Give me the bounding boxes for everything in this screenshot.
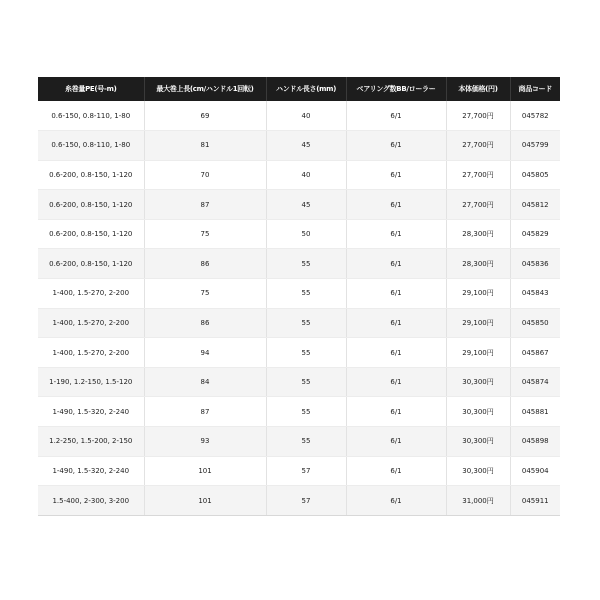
- cell-price: 27,700円: [446, 190, 510, 220]
- cell-product-code: 045799: [510, 131, 560, 161]
- cell-price: 28,300円: [446, 249, 510, 279]
- cell-handle-length: 40: [266, 101, 346, 131]
- cell-bearings: 6/1: [346, 486, 446, 516]
- header-price: 本体価格(円): [446, 77, 510, 101]
- cell-handle-length: 57: [266, 456, 346, 486]
- cell-product-code: 045782: [510, 101, 560, 131]
- cell-line-capacity: 0.6-150, 0.8-110, 1-80: [38, 131, 144, 161]
- cell-price: 30,300円: [446, 456, 510, 486]
- cell-line-capacity: 1.5-400, 2-300, 3-200: [38, 486, 144, 516]
- cell-product-code: 045836: [510, 249, 560, 279]
- cell-max-retrieve: 75: [144, 219, 266, 249]
- cell-handle-length: 45: [266, 131, 346, 161]
- cell-line-capacity: 1-190, 1.2-150, 1.5-120: [38, 367, 144, 397]
- cell-line-capacity: 0.6-150, 0.8-110, 1-80: [38, 101, 144, 131]
- cell-line-capacity: 1.2-250, 1.5-200, 2-150: [38, 427, 144, 457]
- table-row: [38, 308, 560, 338]
- cell-handle-length: 55: [266, 427, 346, 457]
- cell-bearings: 6/1: [346, 427, 446, 457]
- header-max-retrieve: 最大巻上長(cm/ハンドル1回転): [144, 77, 266, 101]
- table-row: [38, 338, 560, 368]
- header-line-capacity: 糸巻量PE(号-m): [64, 85, 117, 93]
- cell-price: 30,300円: [446, 397, 510, 427]
- cell-bearings: 6/1: [346, 456, 446, 486]
- cell-handle-length: 57: [266, 486, 346, 516]
- cell-max-retrieve: 84: [144, 367, 266, 397]
- cell-product-code: 045904: [510, 456, 560, 486]
- cell-handle-length: 40: [266, 160, 346, 190]
- table-row: [38, 219, 560, 249]
- cell-max-retrieve: 101: [144, 486, 266, 516]
- cell-product-code: 045843: [510, 279, 560, 309]
- cell-line-capacity: 1-400, 1.5-270, 2-200: [38, 338, 144, 368]
- cell-price: 29,100円: [446, 279, 510, 309]
- cell-price: 29,100円: [446, 338, 510, 368]
- spec-table: [38, 77, 560, 516]
- cell-product-code: 045850: [510, 308, 560, 338]
- cell-price: 28,300円: [446, 219, 510, 249]
- header-bearings: ベアリング数BB/ローラー: [346, 77, 446, 101]
- cell-max-retrieve: 86: [144, 249, 266, 279]
- cell-bearings: 6/1: [346, 131, 446, 161]
- cell-handle-length: 55: [266, 308, 346, 338]
- cell-handle-length: 50: [266, 219, 346, 249]
- cell-product-code: 045881: [510, 397, 560, 427]
- cell-max-retrieve: 94: [144, 338, 266, 368]
- cell-max-retrieve: 93: [144, 427, 266, 457]
- header-row: [38, 77, 560, 101]
- cell-max-retrieve: 81: [144, 131, 266, 161]
- table-row: [38, 279, 560, 309]
- cell-handle-length: 55: [266, 397, 346, 427]
- table-row: [38, 249, 560, 279]
- cell-line-capacity: 1-490, 1.5-320, 2-240: [38, 397, 144, 427]
- cell-bearings: 6/1: [346, 219, 446, 249]
- cell-line-capacity: 1-400, 1.5-270, 2-200: [38, 279, 144, 309]
- header-handle-length: ハンドル長さ(mm): [266, 77, 346, 101]
- cell-product-code: 045867: [510, 338, 560, 368]
- cell-handle-length: 45: [266, 190, 346, 220]
- table-row: [38, 131, 560, 161]
- cell-product-code: 045805: [510, 160, 560, 190]
- cell-max-retrieve: 101: [144, 456, 266, 486]
- table-row: [38, 367, 560, 397]
- cell-product-code: 045898: [510, 427, 560, 457]
- cell-bearings: 6/1: [346, 397, 446, 427]
- table-row: [38, 101, 560, 131]
- cell-line-capacity: 0.6-200, 0.8-150, 1-120: [38, 160, 144, 190]
- cell-max-retrieve: 87: [144, 397, 266, 427]
- cell-max-retrieve: 86: [144, 308, 266, 338]
- cell-line-capacity: 0.6-200, 0.8-150, 1-120: [38, 249, 144, 279]
- cell-price: 30,300円: [446, 427, 510, 457]
- cell-bearings: 6/1: [346, 308, 446, 338]
- cell-bearings: 6/1: [346, 279, 446, 309]
- cell-bearings: 6/1: [346, 190, 446, 220]
- cell-handle-length: 55: [266, 367, 346, 397]
- spec-table-header: [38, 77, 560, 101]
- cell-handle-length: 55: [266, 249, 346, 279]
- cell-bearings: 6/1: [346, 249, 446, 279]
- cell-bearings: 6/1: [346, 338, 446, 368]
- cell-line-capacity: 1-490, 1.5-320, 2-240: [38, 456, 144, 486]
- cell-price: 31,000円: [446, 486, 510, 516]
- cell-max-retrieve: 70: [144, 160, 266, 190]
- cell-handle-length: 55: [266, 338, 346, 368]
- cell-price: 27,700円: [446, 101, 510, 131]
- spec-table-body: [38, 101, 560, 515]
- table-row: [38, 397, 560, 427]
- cell-product-code: 045829: [510, 219, 560, 249]
- table-row: [38, 190, 560, 220]
- table-row: [38, 427, 560, 457]
- cell-line-capacity: 0.6-200, 0.8-150, 1-120: [38, 190, 144, 220]
- cell-price: 27,700円: [446, 160, 510, 190]
- cell-line-capacity: 0.6-200, 0.8-150, 1-120: [38, 219, 144, 249]
- cell-line-capacity: 1-400, 1.5-270, 2-200: [38, 308, 144, 338]
- table-row: [38, 160, 560, 190]
- cell-handle-length: 55: [266, 279, 346, 309]
- cell-max-retrieve: 87: [144, 190, 266, 220]
- cell-product-code: 045874: [510, 367, 560, 397]
- cell-bearings: 6/1: [346, 101, 446, 131]
- table-row: [38, 456, 560, 486]
- cell-price: 30,300円: [446, 367, 510, 397]
- table-row: [38, 486, 560, 516]
- cell-max-retrieve: 69: [144, 101, 266, 131]
- cell-product-code: 045911: [510, 486, 560, 516]
- cell-max-retrieve: 75: [144, 279, 266, 309]
- cell-bearings: 6/1: [346, 160, 446, 190]
- cell-price: 27,700円: [446, 131, 510, 161]
- cell-bearings: 6/1: [346, 367, 446, 397]
- cell-price: 29,100円: [446, 308, 510, 338]
- header-product-code: 商品コード: [510, 77, 560, 101]
- cell-product-code: 045812: [510, 190, 560, 220]
